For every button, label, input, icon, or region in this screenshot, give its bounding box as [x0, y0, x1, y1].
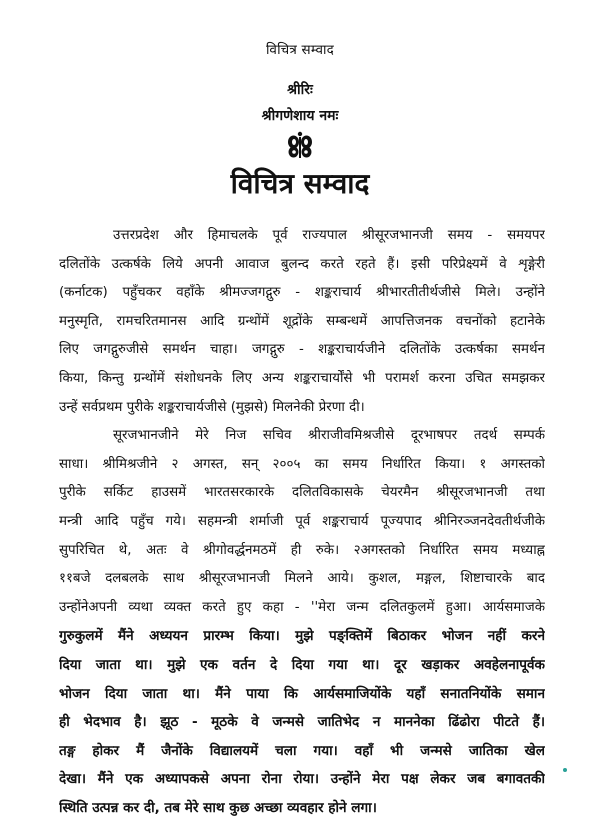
text-line: पुरीके सर्किट हाउसमें भारतसरकारके दलितविकासके चेयरमैन श्रीसूरजभानजी तथा	[59, 485, 545, 501]
text-line: किया, किन्तु ग्रन्थोंमें संशोधनके लिए अन्य शङ्कराचार्योंसे भी परामर्श करना उचित समझकर	[59, 370, 545, 386]
text-line: दलितोंके उत्कर्षके लिये अपनी आवाज बुलन्द करते रहते हैं। इसी परिप्रेक्ष्यमें वे शृङ्गेरी	[59, 256, 545, 272]
text-line: साधा। श्रीमिश्रजीने २ अगस्त, सन् २००५ का समय निर्धारित किया। १ अगस्तको	[59, 456, 545, 472]
text-line: उन्होंनेअपनी व्यथा व्यक्त करते हुए कहा - ''मेरा जन्म दलितकुलमें हुआ। आर्यसमाजके	[59, 599, 545, 615]
body-text	[59, 222, 545, 822]
text-line: उन्हें सर्वप्रथम पुरीके शङ्कराचार्यजीसे (मुझसे) मिलनेकी प्रेरणा दी।	[59, 399, 365, 415]
quoted-text-line: दिया जाता था। मुझे एक वर्तन दे दिया गया था। दूर खड़ाकर अवहेलनापूर्वक	[59, 656, 545, 673]
quoted-text-line: ही भेदभाव है। झूठ - मूठके वे जन्मसे जातिभेद न माननेका ढिंढोरा पीटते हैं।	[59, 714, 545, 731]
text-line: उत्तरप्रदेश और हिमाचलके पूर्व राज्यपाल श्रीसूरजभानजी समय - समयपर	[113, 228, 545, 243]
text-line: सुपरिचित थे, अतः वे श्रीगोवर्द्धनमठमें ही रुके। २अगस्तको निर्धारित समय मध्याह्न	[59, 542, 545, 558]
running-head: विचित्र सम्वाद	[265, 42, 335, 58]
text-line: ११बजे दलबलके साथ श्रीसूरजभानजी मिलने आये। कुशल, मङ्गल, शिष्टाचारके बाद	[59, 571, 545, 587]
text-line: मनुस्मृति, रामचरितमानस आदि ग्रन्थोंमें शूद्रोंके सम्बन्धमें आपत्तिजनक वचनोंको हटानेके	[59, 313, 545, 329]
quoted-text-line: स्थिति उत्पन्न कर दी, तब मेरे साथ कुछ अच्छा व्यवहार होने लगा।	[59, 799, 377, 816]
text-line: मन्त्री आदि पहुँच गये। सहमन्त्री शर्माजी पूर्व शङ्कराचार्य पूज्यपाद श्रीनिरञ्जनदेवतीर्थजीके	[59, 513, 545, 529]
text-line: (कर्नाटक) पहुँचकर वहाँके श्रीमज्जगद्गुरु - शङ्कराचार्य श्रीभारतीतीर्थजीसे मिले। उन्होंने	[59, 285, 545, 301]
ink-speck	[563, 768, 567, 772]
invocation-shri-ganesh: श्रीगणेशाय नमः	[261, 108, 339, 124]
quoted-text-line: देखा। मैंने एक अध्यापकसे अपना रोना रोया। उन्होंने मेरा पक्ष लेकर जब बगावतकी	[59, 771, 545, 788]
quoted-text-line: भोजन दिया जाता था। मैंने पाया कि आर्यसमाजियोंके यहाँ सनातनियोंके समान	[59, 685, 545, 702]
om-ornament-icon	[285, 130, 315, 160]
text-line: लिए जगद्गुरुजीसे समर्थन चाहा। जगद्गुरु - शङ्कराचार्यजीने दलितोंके उत्कर्षका समर्थन	[59, 342, 545, 358]
invocation-shri-hari: श्रीरिः	[287, 82, 313, 98]
quoted-text-line: गुरुकुलमें मैंने अध्ययन प्रारम्भ किया। मुझे पङ्क्तिमें बिठाकर भोजन नहीं करने	[59, 628, 545, 645]
text-line: सूरजभानजीने मेरे निज सचिव श्रीराजीवमिश्रजीसे दूरभाषपर तदर्थ सम्पर्क	[113, 428, 545, 444]
page-title: विचित्र सम्वाद	[230, 167, 370, 200]
quoted-text-line: तङ्ग होकर मैं जैनोंके विद्यालयमें चला गया। वहाँ भी जन्मसे जातिका खेल	[59, 742, 545, 759]
